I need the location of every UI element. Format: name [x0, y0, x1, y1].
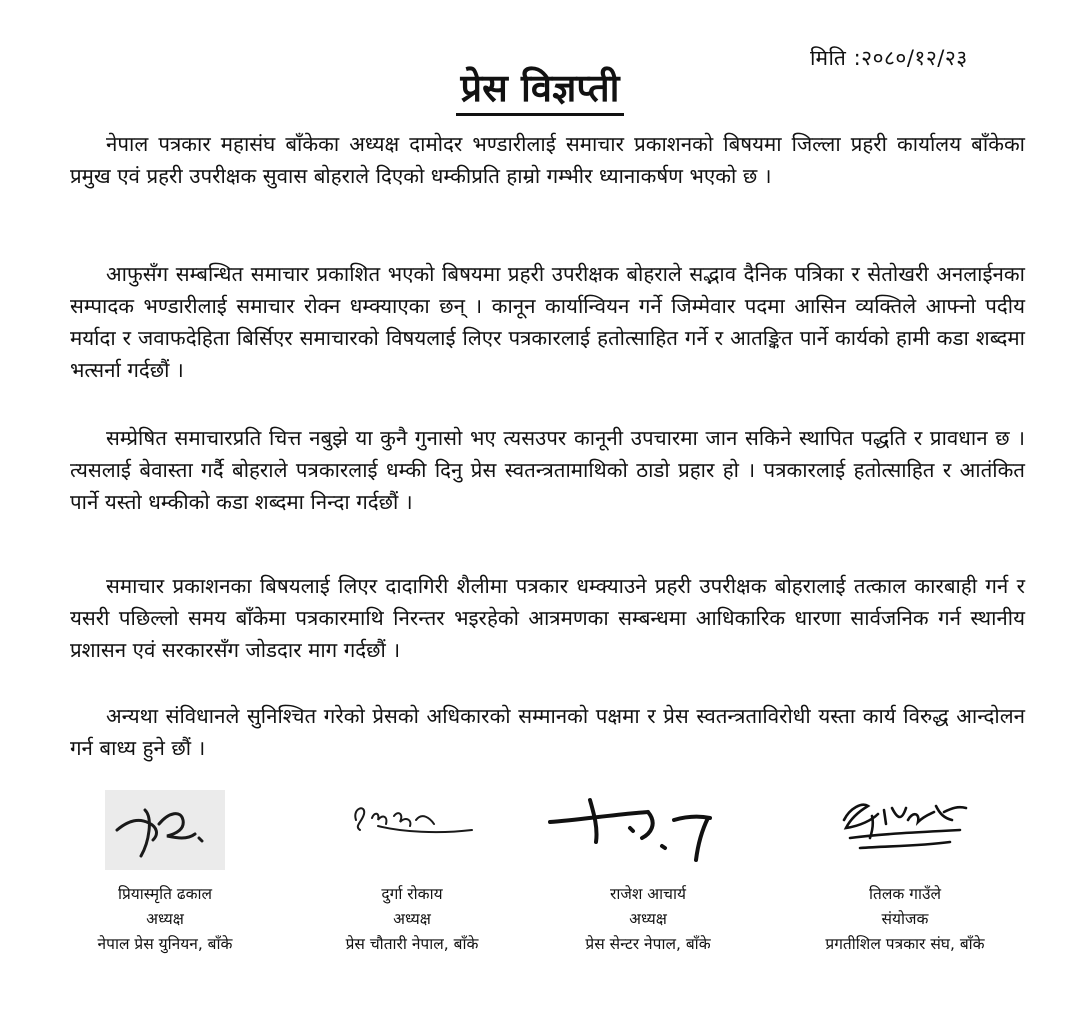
signatory-role-2: अध्यक्ष — [393, 910, 431, 928]
body-paragraph-5: अन्यथा संविधानले सुनिश्चित गरेको प्रेसको अधिकारको सम्मानको पक्षमा र प्रेस स्वतन्त्रताविरोधी यस्ता कार्य विरुद्ध आन्दोलन गर्न बाध्य हुने छौं । — [70, 704, 1025, 760]
signatory-block-4 — [790, 790, 1020, 957]
signatory-org-4: प्रगतीशिल पत्रकार संघ, बाँके — [825, 935, 985, 953]
signatory-name-2: दुर्गा रोकाय — [381, 885, 443, 903]
signatory-org-1: नेपाल प्रेस युनियन, बाँके — [97, 935, 233, 953]
body-paragraph-4: समाचार प्रकाशनका बिषयलाई लिएर दादागिरी शैलीमा पत्रकार धम्क्याउने प्रहरी उपरीक्षक बोहरालाई तत्काल कारबाही गर्न र यसरी पछिल्लो समय बाँकेमा पत्रकारमाथि निरन्तर भइरहेको आत्रमणका सम्बन्धमा आधिकारिक धारणा सार्वजनिक गर्न स्थानीय प्रशासन एवं सरकारसँग जोडदार माग गर्दछौं । — [70, 574, 1025, 662]
signatory-name-4: तिलक गाउँले — [869, 885, 941, 903]
signature-image-4 — [790, 790, 1020, 882]
page-title-text: प्रेस विज्ञप्ती — [456, 67, 623, 116]
signatory-org-3: प्रेस सेन्टर नेपाल, बाँके — [585, 935, 711, 953]
signatory-role-4: संयोजक — [881, 910, 929, 928]
signatory-name-3: राजेश आचार्य — [609, 885, 686, 903]
signature-2-graphic — [342, 790, 482, 870]
page-title — [0, 66, 1080, 116]
signatory-block-3 — [533, 790, 763, 957]
signatory-org-2: प्रेस चौतारी नेपाल, बाँके — [345, 935, 479, 953]
signature-image-2 — [297, 790, 527, 882]
signature-image-3 — [533, 790, 763, 882]
body-paragraph-3: सम्प्रेषित समाचारप्रति चित्त नबुझे या कुनै गुनासो भए त्यसउपर कानूनी उपचारमा जान सकिने स्थापित पद्धति र प्रावधान छ । त्यसलाई बेवास्ता गर्दै बोहराले पत्रकारलाई धम्की दिनु प्रेस स्वतन्त्रतामाथिको ठाडो प्रहार हो । पत्रकारलाई हतोत्साहित र आतंकित पार्ने यस्तो धम्कीको कडा शब्दमा निन्दा गर्दछौं । — [70, 426, 1025, 514]
signature-image-1 — [50, 790, 280, 882]
body-paragraph-1: नेपाल पत्रकार महासंघ बाँकेका अध्यक्ष दामोदर भण्डारीलाई समाचार प्रकाशनको बिषयमा जिल्ला प्रहरी कार्यालय बाँकेका प्रमुख एवं प्रहरी उपरीक्षक सुवास बोहराले दिएको धम्कीप्रति हाम्रो गम्भीर ध्यानाकर्षण भएको छ । — [70, 132, 1025, 188]
signatory-block-2 — [297, 790, 527, 957]
release-date: मिति :२०८०/१२/२३ — [810, 46, 968, 70]
signature-4-graphic — [820, 790, 990, 870]
signatory-name-1: प्रियास्मृति ढकाल — [117, 885, 213, 903]
signature-3-graphic — [538, 790, 758, 870]
signatory-role-1: अध्यक्ष — [146, 910, 184, 928]
signatory-role-3: अध्यक्ष — [629, 910, 667, 928]
signatory-block-1 — [50, 790, 280, 957]
body-paragraph-2: आफुसँग सम्बन्धित समाचार प्रकाशित भएको बिषयमा प्रहरी उपरीक्षक बोहराले सद्भाव दैनिक पत्रिका र सेतोखरी अनलाईनका सम्पादक भण्डारीलाई समाचार रोक्न धम्क्याएका छन् । कानून कार्यान्वियन गर्ने जिम्मेवार पदमा आसिन व्यक्तिले आफ्नो पदीय मर्यादा र जवाफदेहिता बिर्सिएर समाचारको विषयलाई लिएर पत्रकारलाई हतोत्साहित गर्ने र आतङ्कित पार्ने कार्यको हामी कडा शब्दमा भत्सर्ना गर्दछौं । — [70, 262, 1025, 382]
signature-1-graphic — [105, 790, 225, 870]
